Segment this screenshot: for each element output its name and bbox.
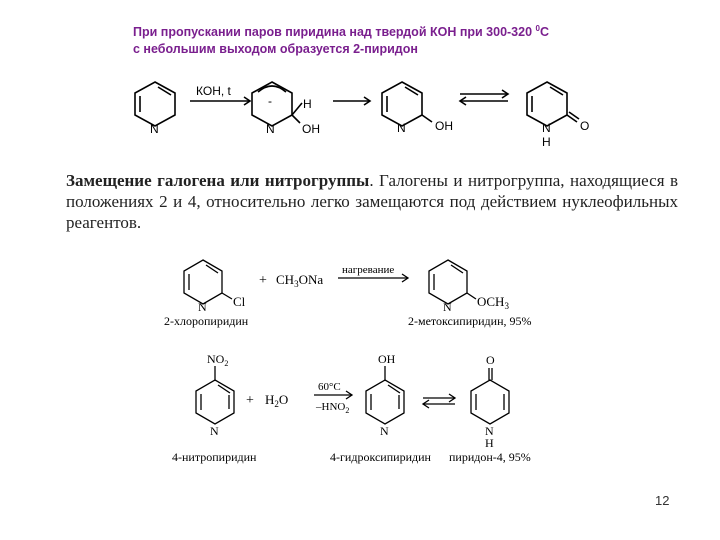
no2-label: $NO_2$: [207, 352, 229, 368]
heading-line-1: При пропускании паров пиридина над твердой КОН при 300-320: [133, 25, 536, 40]
pyridine-ring: [135, 82, 175, 126]
och3-label: $OCH_3$: [477, 294, 509, 311]
n-label: N: [443, 300, 452, 314]
n-label: N: [266, 122, 275, 136]
condition-bottom: $-HNO_2$: [316, 401, 350, 415]
nh-h-label: H: [542, 135, 551, 149]
n-label: N: [150, 122, 159, 136]
substitution-paragraph: [66, 170, 678, 233]
n-label: N: [485, 424, 494, 438]
h-label: H: [303, 97, 312, 111]
chloropyridine-ring: [184, 260, 222, 304]
label-4-nitropyridine: 4-нитропиридин: [172, 450, 257, 464]
paragraph-text: . Галогены и нитрогруппа, находящиеся в положениях 2 и 4, относительно легко замещаются под действием нуклеофильных реагентов.: [66, 171, 679, 232]
methoxypyridine-ring: [429, 260, 467, 304]
oh-label: OH: [302, 122, 320, 136]
n-label: N: [210, 424, 219, 438]
cl-label: Cl: [233, 294, 246, 309]
reagent-label: $CH_3ONa$: [276, 272, 324, 289]
sigma-complex-ring: [252, 82, 292, 126]
plus-sign: +: [259, 273, 267, 288]
nh-h-label: H: [485, 436, 494, 450]
n-label: N: [198, 300, 207, 314]
label-4-hydroxypyridine: 4-гидроксипиридин: [330, 450, 431, 464]
pyridone-ring: [527, 82, 567, 126]
n-label: N: [542, 121, 551, 135]
nitropyridine-ring: [196, 380, 234, 424]
oh-label: OH: [435, 119, 453, 133]
label-2-chloropyridine: 2-хлоропиридин: [164, 314, 249, 328]
paragraph-title: Замещение галогена или нитрогруппы: [66, 171, 370, 190]
hydroxypyridine-ring: [366, 380, 404, 424]
label-2-methoxypyridine: 2-метоксипиридин, 95%: [408, 314, 532, 328]
heading-line-2: с небольшим выходом образуется 2-пиридон: [133, 42, 418, 57]
heading-line-1-end: С: [539, 25, 549, 40]
degree-mark: 0: [535, 24, 540, 33]
n-label: N: [380, 424, 389, 438]
n-label: N: [397, 121, 406, 135]
reaction-scheme-3: [0, 350, 720, 470]
condition-top: 60°C: [318, 381, 341, 393]
label-pyridone-4: пиридон-4, 95%: [449, 450, 531, 464]
water-label: $H_2O$: [265, 392, 289, 409]
o-label: O: [486, 353, 495, 367]
plus-sign: +: [246, 393, 254, 408]
o-label: O: [580, 119, 590, 133]
reagent-label: КОН, t: [196, 84, 231, 98]
minus-charge: -: [268, 94, 272, 108]
oh-label: OH: [378, 352, 396, 366]
condition-label: нагревание: [342, 264, 395, 276]
pyridone-4-ring: [471, 380, 509, 424]
reaction-scheme-2: [0, 250, 720, 335]
slide-heading: [133, 20, 693, 58]
reaction-scheme-1: [0, 60, 720, 160]
page-number: 12: [655, 493, 670, 508]
hydroxypyridine-ring: [382, 82, 422, 126]
